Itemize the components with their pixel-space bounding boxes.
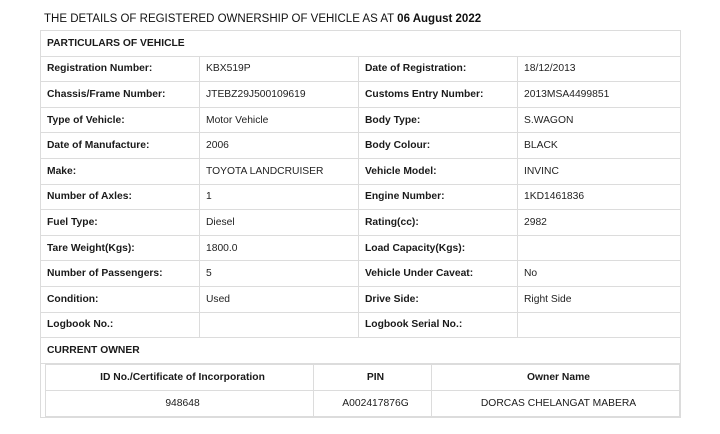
field-label: Logbook Serial No.: [359, 312, 518, 338]
owner-header-pin: PIN [314, 364, 432, 390]
field-label: Date of Registration: [359, 56, 518, 82]
field-label: Rating(cc): [359, 210, 518, 236]
owner-name-value: DORCAS CHELANGAT MABERA [432, 390, 680, 416]
field-value [518, 312, 681, 338]
field-label: Chassis/Frame Number: [41, 82, 200, 108]
page-title [44, 13, 481, 25]
field-label: Fuel Type: [41, 210, 200, 236]
field-label: Vehicle Under Caveat: [359, 261, 518, 287]
field-value: Right Side [518, 286, 681, 312]
particulars-row [41, 286, 681, 312]
field-value: 1KD1461836 [518, 184, 681, 210]
owner-cell [41, 363, 681, 417]
title-prefix: THE DETAILS OF REGISTERED OWNERSHIP OF VEHICLE AS AT [44, 13, 398, 25]
field-label: Make: [41, 158, 200, 184]
owner-header-row [46, 364, 680, 390]
field-value: Diesel [200, 210, 359, 236]
particulars-row [41, 235, 681, 261]
particulars-section-title: PARTICULARS OF VEHICLE [41, 31, 681, 57]
owner-value-row [46, 390, 680, 416]
field-value: 2013MSA4499851 [518, 82, 681, 108]
field-label: Condition: [41, 286, 200, 312]
field-label: Customs Entry Number: [359, 82, 518, 108]
field-label: Drive Side: [359, 286, 518, 312]
field-label: Logbook No.: [41, 312, 200, 338]
owner-header-name: Owner Name [432, 364, 680, 390]
field-label: Registration Number: [41, 56, 200, 82]
field-label: Number of Axles: [41, 184, 200, 210]
field-value: INVINC [518, 158, 681, 184]
field-value [518, 235, 681, 261]
owner-header-id: ID No./Certificate of Incorporation [46, 364, 314, 390]
field-value: JTEBZ29J500109619 [200, 82, 359, 108]
field-value: BLACK [518, 133, 681, 159]
owner-section-title: CURRENT OWNER [41, 338, 681, 364]
particulars-row [41, 158, 681, 184]
particulars-row [41, 56, 681, 82]
particulars-table [40, 30, 681, 418]
particulars-row [41, 210, 681, 236]
particulars-row [41, 261, 681, 287]
field-value: 18/12/2013 [518, 56, 681, 82]
owner-pin-value: A002417876G [314, 390, 432, 416]
field-label: Date of Manufacture: [41, 133, 200, 159]
field-label: Type of Vehicle: [41, 107, 200, 133]
particulars-rows [41, 56, 681, 338]
field-value: Motor Vehicle [200, 107, 359, 133]
owner-table-row [41, 363, 681, 417]
field-label: Engine Number: [359, 184, 518, 210]
field-value: 5 [200, 261, 359, 287]
owner-id-value: 948648 [46, 390, 314, 416]
field-label: Tare Weight(Kgs): [41, 235, 200, 261]
field-label: Load Capacity(Kgs): [359, 235, 518, 261]
field-value: 1 [200, 184, 359, 210]
field-value: 2982 [518, 210, 681, 236]
particulars-row [41, 133, 681, 159]
field-label: Vehicle Model: [359, 158, 518, 184]
field-value: No [518, 261, 681, 287]
field-label: Body Type: [359, 107, 518, 133]
registration-details [40, 30, 680, 418]
particulars-row [41, 82, 681, 108]
field-value: S.WAGON [518, 107, 681, 133]
section-header-row [41, 31, 681, 57]
field-value: KBX519P [200, 56, 359, 82]
field-label: Number of Passengers: [41, 261, 200, 287]
owner-section-row [41, 338, 681, 364]
field-value: Used [200, 286, 359, 312]
owner-table [45, 364, 680, 417]
field-value [200, 312, 359, 338]
field-value: TOYOTA LANDCRUISER [200, 158, 359, 184]
particulars-row [41, 184, 681, 210]
title-date: 06 August 2022 [397, 13, 482, 25]
field-value: 2006 [200, 133, 359, 159]
field-label: Body Colour: [359, 133, 518, 159]
particulars-row [41, 107, 681, 133]
particulars-row [41, 312, 681, 338]
field-value: 1800.0 [200, 235, 359, 261]
